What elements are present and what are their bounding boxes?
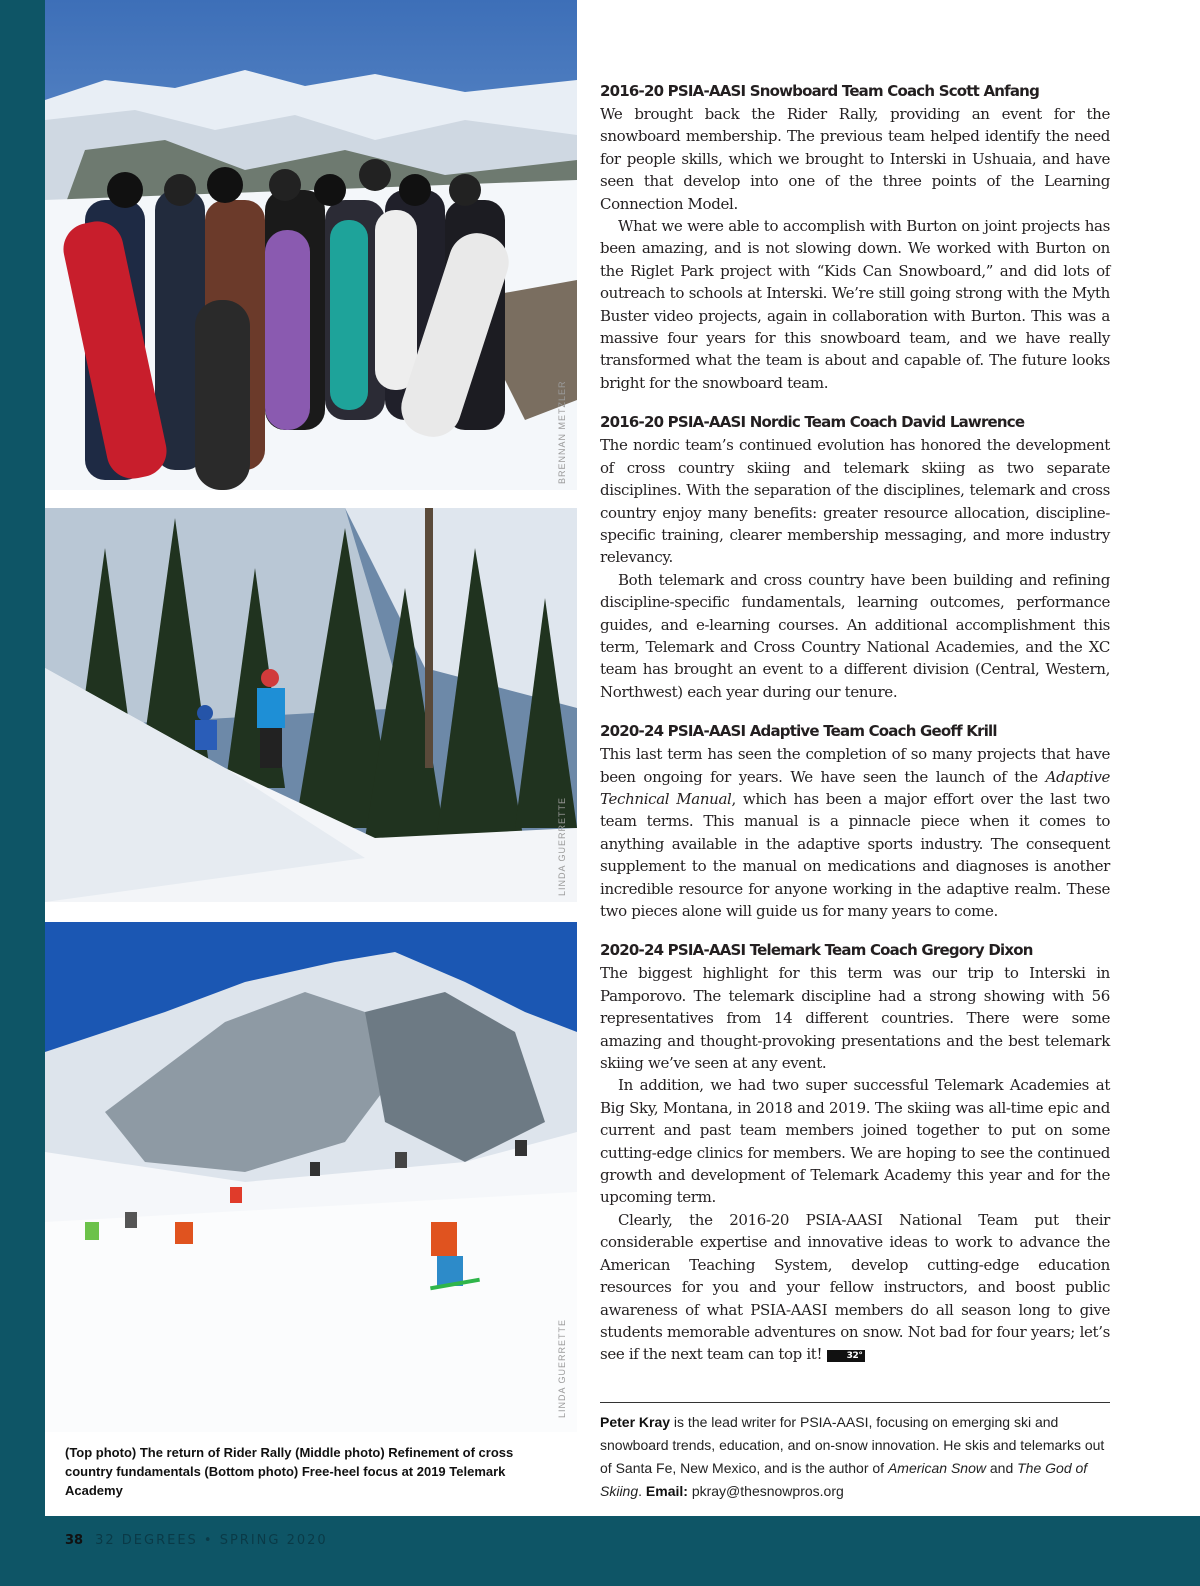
bio-text: is the lead writer for PSIA-AASI, focusing on emerging ski and snowboard trends, education, and on-snow innovation. He skis and telemarks out of Santa Fe, New Mexico, and is the author of	[600, 1414, 1105, 1476]
paragraph: What we were able to accomplish with Burton on joint projects has been amazing, and is not slowing down. We worked with Burton on the Riglet Park project with “Kids Can Snowboard,” and did lots of outreach to schools at Interski. We’re still going strong with the Myth Buster video projects, again in collaboration with Burton. This was a massive four years for this snowboard team, and we have really transformed what the team is about and capable of. The future looks bright for the snowboard team.	[600, 217, 1110, 392]
footer-bar	[0, 1516, 1200, 1586]
bio-divider	[600, 1402, 1110, 1403]
paragraph-text: Clearly, the 2016-20 PSIA-AASI National Team put their considerable expertise and innovative ideas to work to advance the American Teaching System, develop cutting-edge education resources for you and your fellow instructors, and boost public awareness of what PSIA-AASI members do all season long to give students memorable adventures on snow. Not bad for four years; let’s see if the next team can top it!	[600, 1210, 1110, 1364]
photo-credit-bottom: LINDA GUERRETTE	[557, 1318, 567, 1418]
paragraph-text: This last term has seen the completion of so many projects that have been ongoing for years. We have seen the launch of the	[600, 745, 1110, 786]
top-photo-rider-rally	[45, 0, 577, 490]
photo-caption: (Top photo) The return of Rider Rally (Middle photo) Refinement of cross country fundamentals (Bottom photo) Free-heel focus at 2019 Telemark Academy	[65, 1445, 514, 1498]
paragraph: Both telemark and cross country have been building and refining discipline-specific fundamentals, learning outcomes, performance guides, and e-learning courses. An additional accomplishment this term, Telemark and Cross Country National Academies, and the XC team has brought an event to a different division (Central, Western, Northwest) each year during our tenure.	[600, 570, 1110, 701]
bio-text: and	[985, 1460, 1018, 1476]
folio	[65, 1533, 328, 1548]
section-nordic	[600, 411, 1110, 703]
email-address[interactable]: pkray@thesnowpros.org	[687, 1483, 844, 1499]
bio-text: .	[638, 1483, 646, 1499]
paragraph: The nordic team’s continued evolution has honored the development of cross country skiing and telemark skiing as two separate disciplines. With the separation of the disciplines, telemark and cross country enjoy many benefits: greater resource allocation, discipline-specific training, clearer membership messaging, and more industry relevancy.	[600, 436, 1110, 567]
section-heading: 2020-24 PSIA-AASI Telemark Team Coach Gregory Dixon	[600, 941, 1033, 960]
book-title: The God of Skiing	[600, 1460, 1088, 1499]
book-title: American Snow	[887, 1460, 986, 1476]
author-name: Peter Kray	[600, 1414, 671, 1430]
paragraph: In addition, we had two super successful Telemark Academies at Big Sky, Montana, in 2018 and 2019. The skiing was all-time epic and current and past team members joined together to put on some cutting-edge clinics for members. We are hoping to see the continued growth and development of Telemark Academy this year and for the upcoming term.	[600, 1076, 1110, 1207]
paragraph-text: , which has been a major effort over the last two team terms. This manual is a pinnacle piece when it comes to anything available in the adaptive sports industry. The consequent supplement to the manual on medications and diagnoses is another incredible resource for anyone working in the adaptive realm. These two pieces alone will guide us for many years to come.	[600, 789, 1110, 920]
article-column	[600, 80, 1110, 1366]
left-brand-bar	[0, 0, 45, 1586]
section-heading: 2020-24 PSIA-AASI Adaptive Team Coach Geoff Krill	[600, 722, 997, 741]
publication-name: 32 DEGREES • SPRING 2020	[95, 1533, 328, 1548]
end-mark-icon: 32°	[827, 1350, 865, 1362]
section-heading: 2016-20 PSIA-AASI Snowboard Team Coach Scott Anfang	[600, 82, 1040, 100]
photo-credit-top: BRENNAN METZLER	[557, 380, 567, 484]
photo-credit-middle: LINDA GUERRETTE	[557, 796, 567, 896]
paragraph: The biggest highlight for this term was our trip to Interski in Pamporovo. The telemark discipline had a strong showing with 56 representatives from 14 different countries. There were some amazing and thought-provoking presentations and the best telemark skiing we’ve seen at any event.	[600, 964, 1110, 1073]
paragraph	[600, 743, 1110, 922]
bottom-photo-telemark	[45, 922, 577, 1432]
paragraph	[600, 1209, 1110, 1366]
section-heading: 2016-20 PSIA-AASI Nordic Team Coach David Lawrence	[600, 413, 1025, 432]
author-bio	[600, 1411, 1110, 1503]
middle-photo-cross-country	[45, 508, 577, 902]
email-label: Email:	[645, 1483, 688, 1499]
page-number: 38	[65, 1533, 84, 1548]
section-adaptive	[600, 720, 1110, 922]
section-telemark	[600, 939, 1110, 1365]
paragraph: We brought back the Rider Rally, providing an event for the snowboard membership. The previous team helped identify the need for people skills, which we brought to Interski in Ushuaia, and have seen that develop into one of the three points of the Learning Connection Model.	[600, 105, 1110, 213]
section-snowboard	[600, 80, 1110, 394]
manual-title: Adaptive Technical Manual	[600, 767, 1110, 808]
